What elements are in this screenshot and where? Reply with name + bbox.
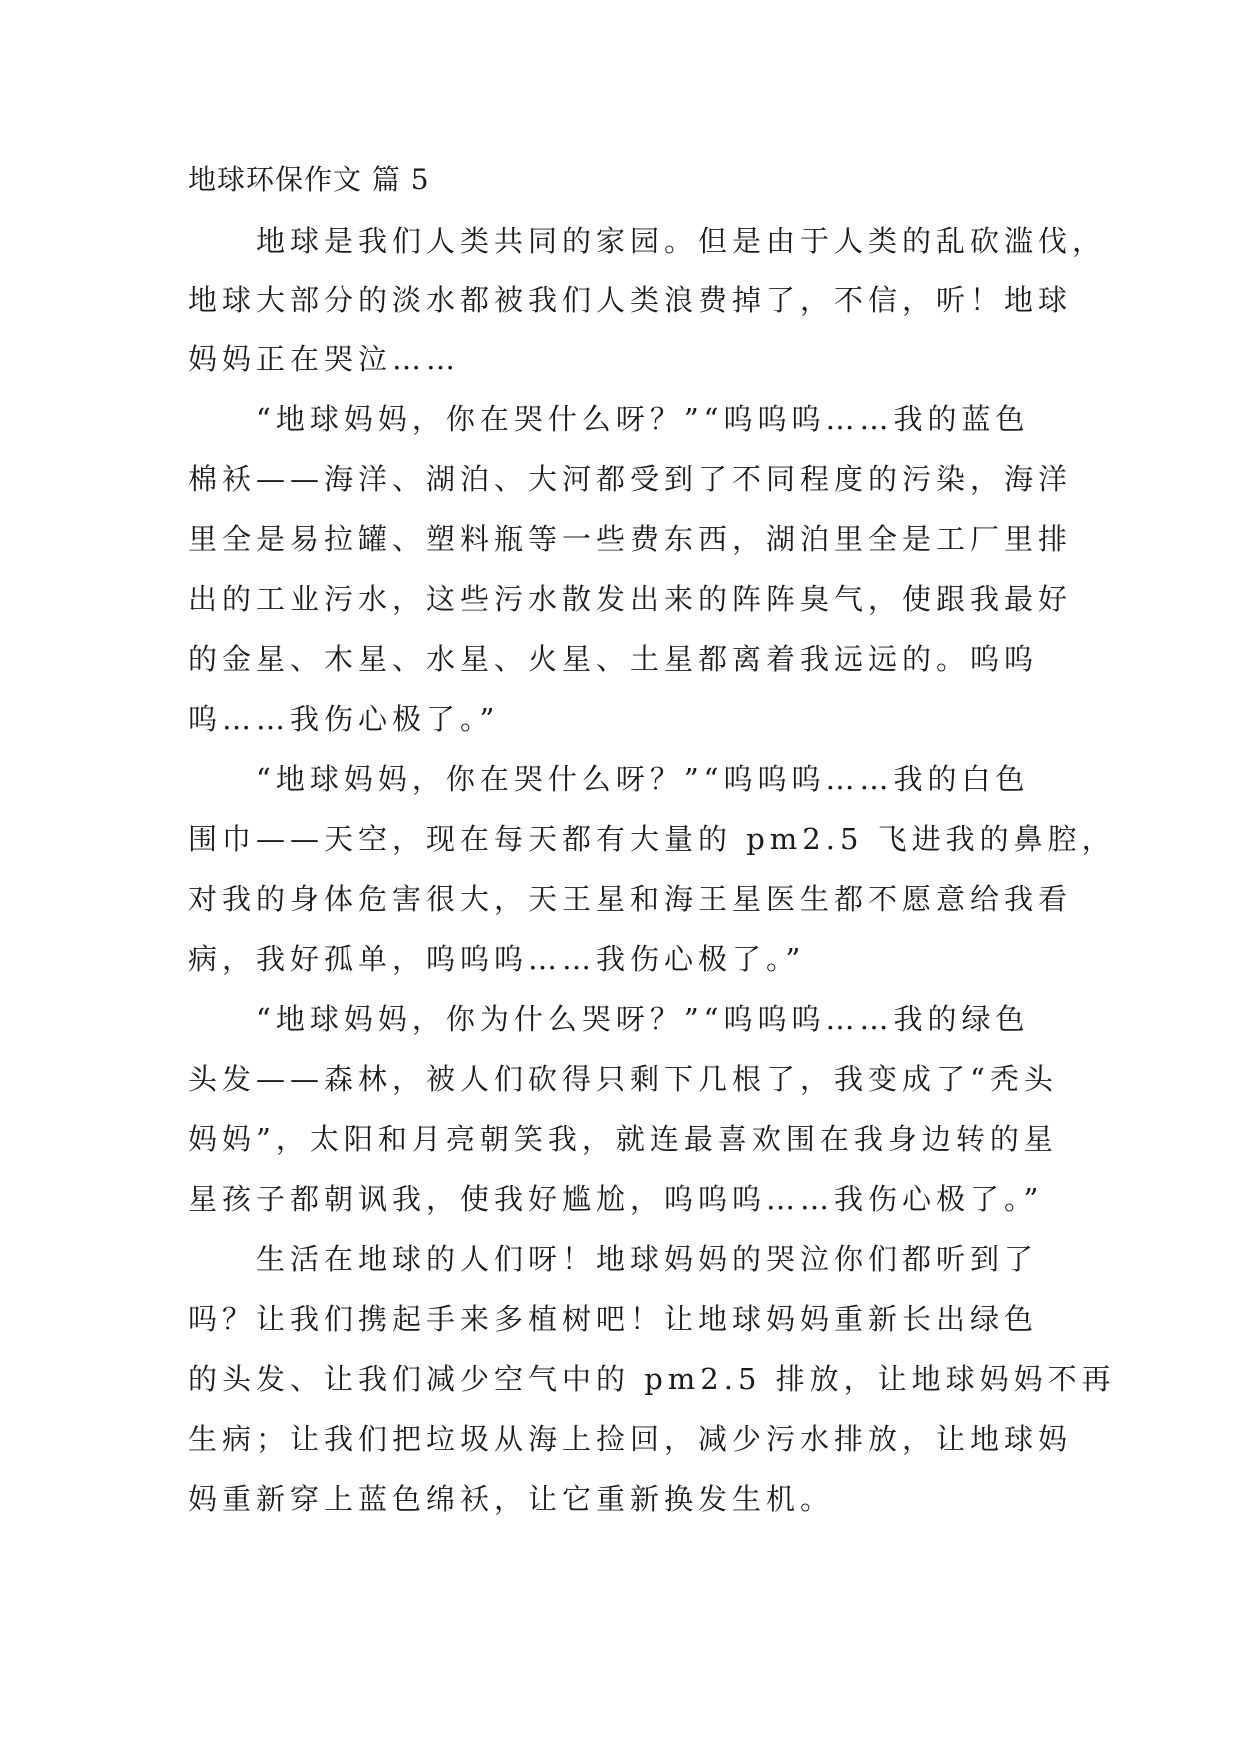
paragraph-line: 妈妈正在哭泣…… [188,342,461,376]
paragraph-line: 棉袄——海洋、湖泊、大河都受到了不同程度的污染，海洋 [188,462,1073,496]
paragraph-line: 病，我好孤单，呜呜呜……我伤心极了。” [188,942,806,976]
paragraph-line: 妈妈”，太阳和月亮朝笑我，就连最喜欢围在我身边转的星 [188,1122,1058,1156]
paragraph-line: 的金星、木星、水星、火星、土星都离着我远远的。呜呜 [188,642,1039,676]
paragraph-line: 吗？让我们携起手来多植树吧！让地球妈妈重新长出绿色 [188,1302,1039,1336]
paragraph-line: 妈重新穿上蓝色绵袄，让它重新换发生机。 [188,1482,835,1516]
paragraph-line: “地球妈妈，你在哭什么呀？”“呜呜呜……我的蓝色 [256,402,1030,436]
paragraph-line: 生病；让我们把垃圾从海上捡回，减少污水排放，让地球妈 [188,1422,1073,1456]
paragraph-line: 地球是我们人类共同的家园。但是由于人类的乱砍滥伐， [256,224,1107,258]
document-title: 地球环保作文 篇 5 [188,163,430,196]
paragraph-line: 对我的身体危害很大，天王星和海王星医生都不愿意给我看 [188,882,1073,916]
paragraph-line: 里全是易拉罐、塑料瓶等一些费东西，湖泊里全是工厂里排 [188,522,1073,556]
paragraph-line: 星孩子都朝讽我，使我好尴尬，呜呜呜……我伤心极了。” [188,1182,1044,1216]
paragraph-line: 头发——森林，被人们砍得只剩下几根了，我变成了“秃头 [188,1062,1058,1096]
paragraph-line: 出的工业污水，这些污水散发出来的阵阵臭气，使跟我最好 [188,582,1073,616]
paragraph-line: “地球妈妈，你在哭什么呀？”“呜呜呜……我的白色 [256,762,1030,796]
paragraph-line: “地球妈妈，你为什么哭呀？”“呜呜呜……我的绿色 [256,1002,1030,1036]
paragraph-line: 围巾——天空，现在每天都有大量的 pm2.5 飞进我的鼻腔， [188,822,1116,856]
paragraph-line: 呜……我伤心极了。” [188,702,500,736]
paragraph-line: 地球大部分的淡水都被我们人类浪费掉了，不信，听！地球 [188,283,1073,317]
paragraph-line: 的头发、让我们减少空气中的 pm2.5 排放，让地球妈妈不再 [188,1362,1116,1396]
paragraph-line: 生活在地球的人们呀！地球妈妈的哭泣你们都听到了 [256,1242,1039,1276]
